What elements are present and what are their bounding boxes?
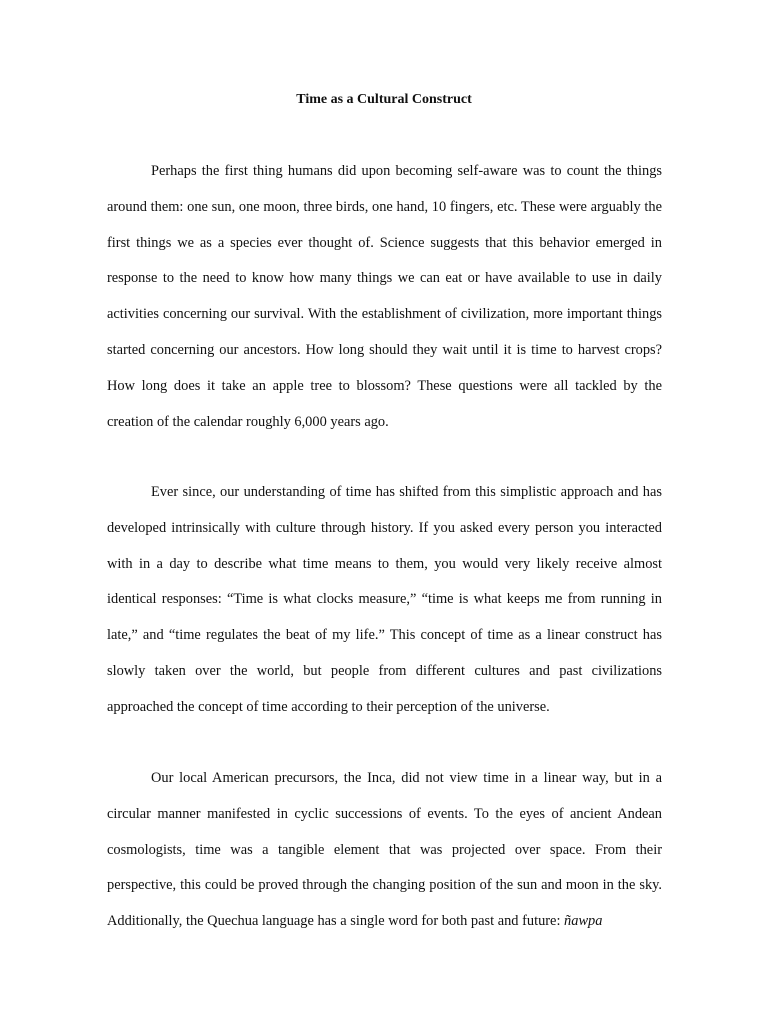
paragraph-1: Perhaps the first thing humans did upon becoming self-aware was to count the things around them: one sun, one moon, three birds, one hand, 10 fingers, etc. These were arguably the first things we as a species ever thought of. Science suggests that this behavior emerged in response to the need to know how many things we can eat or have available to use in daily activities concerning our survival. With the establishment of civilization, more important things started concerning our ancestors. How long should they wait until it is time to harvest crops? How long does it take an apple tree to blossom? These questions were all tackled by the creation of the calendar roughly 6,000 years ago.: [107, 163, 662, 430]
paragraph-3: [107, 761, 662, 940]
quechua-word: ñawpa: [564, 913, 603, 930]
paragraph-3-text: Our local American precursors, the Inca, did not view time in a linear way, but in a circular manner manifested in cyclic successions of events. To the eyes of ancient Andean cosmologists, time was a tangible element that was projected over space. From their perspective, this could be proved through the changing position of the sun and moon in the sky. Additionally, the Quechua language has a single word for both past and future:: [107, 770, 662, 930]
document-title: Time as a Cultural Construct: [296, 92, 472, 107]
paragraph-2: Ever since, our understanding of time has shifted from this simplistic approach and has developed intrinsically with culture through history. If you asked every person you interacted with in a day to describe what time means to them, you would very likely receive almost identical responses: “Time is what clocks measure,” “time is what keeps me from running in late,” and “time regulates the beat of my life.” This concept of time as a linear construct has slowly taken over the world, but people from different cultures and past civilizations approached the concept of time according to their perception of the universe.: [107, 484, 662, 715]
